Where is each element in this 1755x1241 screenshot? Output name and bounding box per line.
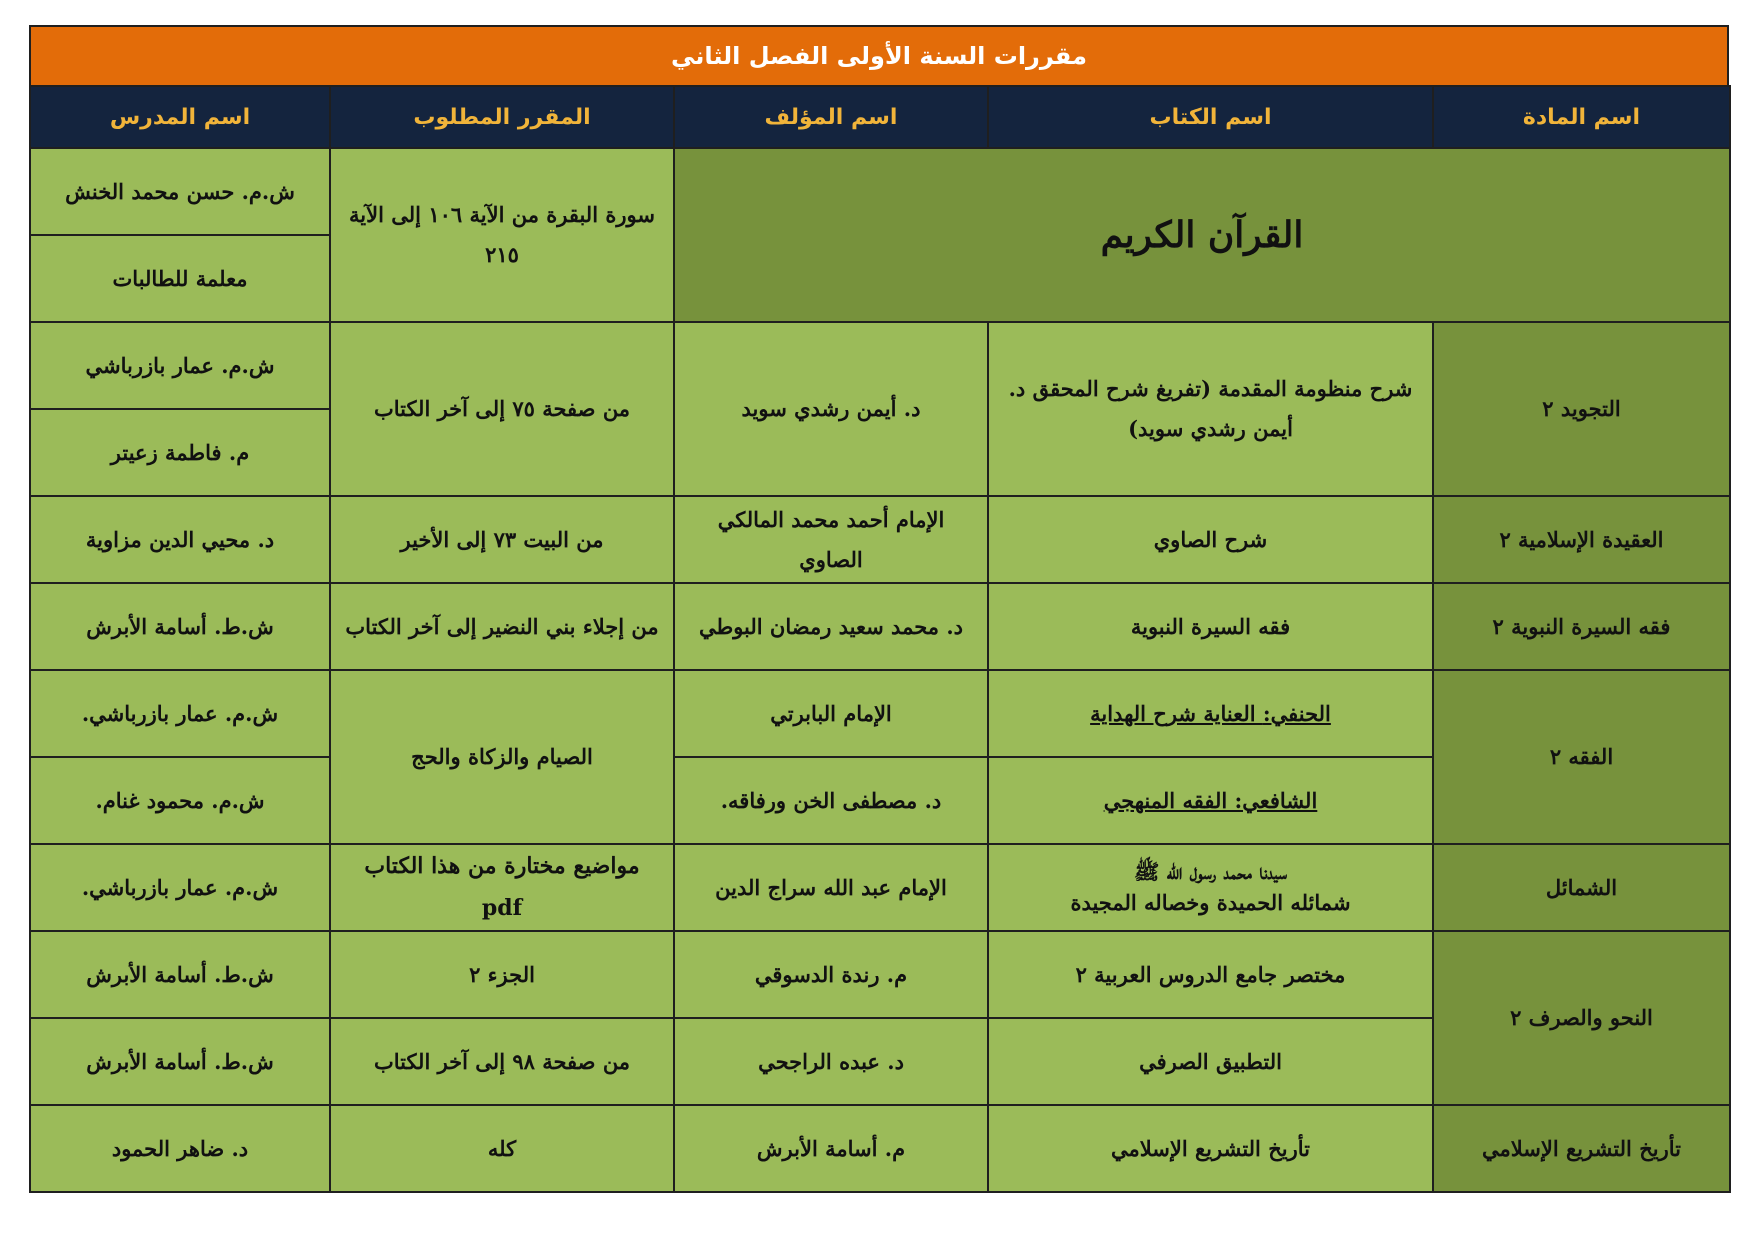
book-title: الفقه المنهجي (1103, 787, 1235, 813)
book-cell (988, 757, 1433, 844)
book-title: العناية شرح الهداية (1090, 700, 1263, 726)
table-row (30, 670, 1730, 757)
required-cell: من صفحة ٩٨ إلى آخر الكتاب (330, 1018, 674, 1105)
book-cell: شرح منظومة المقدمة (تفريغ شرح المحقق د. أيمن رشدي سويد) (988, 322, 1433, 496)
madhab-label: الشافعي: (1234, 787, 1318, 813)
teacher-cell: د. محيي الدين مزاوية (30, 496, 330, 583)
header-subject: اسم المادة (1433, 86, 1730, 148)
quran-book-cell: القرآن الكريم (674, 148, 1730, 322)
required-cell: مواضيع مختارة من هذا الكتاب pdf (330, 844, 674, 931)
teacher-cell: ش.م. محمود غنام. (30, 757, 330, 844)
header-row (30, 86, 1730, 148)
table-row (30, 931, 1730, 1018)
required-cell: سورة البقرة من الآية ١٠٦ إلى الآية ٢١٥ (330, 148, 674, 322)
author-cell: م. رندة الدسوقي (674, 931, 988, 1018)
teacher-cell: ش.م. حسن محمد الخنش (30, 148, 330, 235)
author-cell: د. عبده الراجحي (674, 1018, 988, 1105)
teacher-cell: ش.ط. أسامة الأبرش (30, 583, 330, 670)
book-cell (988, 844, 1433, 931)
teacher-cell: ش.م. عمار بازرباشي. (30, 670, 330, 757)
subject-cell: فقه السيرة النبوية ٢ (1433, 583, 1730, 670)
book-cell: شرح الصاوي (988, 496, 1433, 583)
header-author: اسم المؤلف (674, 86, 988, 148)
header-book: اسم الكتاب (988, 86, 1433, 148)
book-cell: التطبيق الصرفي (988, 1018, 1433, 1105)
book-title-line: سيدنا محمد رسول الله ﷺ (1133, 859, 1288, 885)
table-row (30, 1105, 1730, 1192)
required-cell: من إجلاء بني النضير إلى آخر الكتاب (330, 583, 674, 670)
book-cell: مختصر جامع الدروس العربية ٢ (988, 931, 1433, 1018)
page-title: مقررات السنة الأولى الفصل الثاني (29, 25, 1729, 85)
table-row (30, 322, 1730, 409)
author-cell: الإمام عبد الله سراج الدين (674, 844, 988, 931)
author-cell: د. مصطفى الخن ورفاقه. (674, 757, 988, 844)
teacher-cell: ش.م. عمار بازرباشي (30, 322, 330, 409)
teacher-cell: ش.م. عمار بازرباشي. (30, 844, 330, 931)
header-teacher: اسم المدرس (30, 86, 330, 148)
required-cell: من البيت ٧٣ إلى الأخير (330, 496, 674, 583)
required-cell: الصيام والزكاة والحج (330, 670, 674, 844)
teacher-cell: م. فاطمة زعيتر (30, 409, 330, 496)
subject-cell: النحو والصرف ٢ (1433, 931, 1730, 1105)
book-cell: تأريخ التشريع الإسلامي (988, 1105, 1433, 1192)
subject-cell: التجويد ٢ (1433, 322, 1730, 496)
header-required: المقرر المطلوب (330, 86, 674, 148)
book-subtitle-line: شمائله الحميدة وخصاله المجيدة (1070, 889, 1351, 915)
subject-cell: العقيدة الإسلامية ٢ (1433, 496, 1730, 583)
table-row (30, 844, 1730, 931)
required-cell: الجزء ٢ (330, 931, 674, 1018)
teacher-cell: معلمة للطالبات (30, 235, 330, 322)
table-row (30, 148, 1730, 235)
author-cell: الإمام أحمد محمد المالكي الصاوي (674, 496, 988, 583)
book-cell: فقه السيرة النبوية (988, 583, 1433, 670)
teacher-cell: ش.ط. أسامة الأبرش (30, 931, 330, 1018)
required-cell: كله (330, 1105, 674, 1192)
subject-cell: الفقه ٢ (1433, 670, 1730, 844)
teacher-cell: د. ضاهر الحمود (30, 1105, 330, 1192)
table-row (30, 583, 1730, 670)
subject-cell: الشمائل (1433, 844, 1730, 931)
course-sheet (29, 25, 1729, 1193)
author-cell: م. أسامة الأبرش (674, 1105, 988, 1192)
author-cell: د. أيمن رشدي سويد (674, 322, 988, 496)
book-cell (988, 670, 1433, 757)
table-row (30, 496, 1730, 583)
teacher-cell: ش.ط. أسامة الأبرش (30, 1018, 330, 1105)
author-cell: الإمام البابرتي (674, 670, 988, 757)
subject-cell: تأريخ التشريع الإسلامي (1433, 1105, 1730, 1192)
courses-table (29, 85, 1731, 1193)
madhab-label: الحنفي: (1262, 700, 1331, 726)
required-cell: من صفحة ٧٥ إلى آخر الكتاب (330, 322, 674, 496)
author-cell: د. محمد سعيد رمضان البوطي (674, 583, 988, 670)
